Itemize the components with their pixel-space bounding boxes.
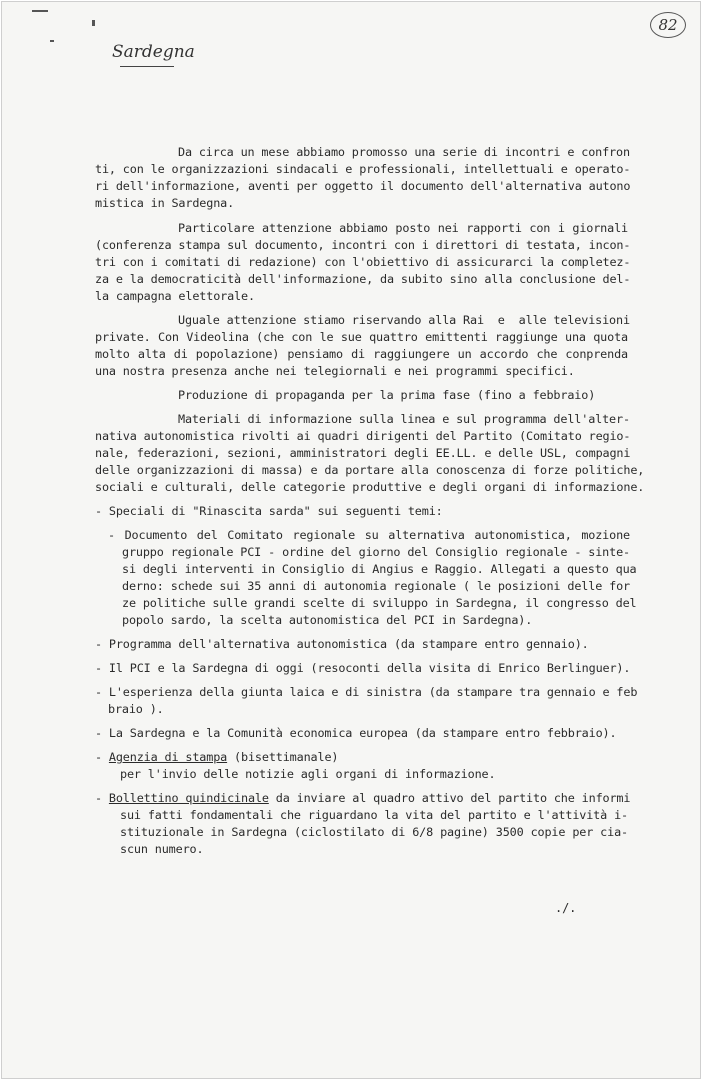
agenzia-detail: (bisettimanale)	[227, 750, 339, 764]
paragraph-line: nativa autonomistica rivolti ai quadri dirigenti del Partito (Comitato regio-	[95, 429, 631, 443]
list-item: - Il PCI e la Sardegna di oggi (resoconti della visita di Enrico Berlinguer).	[95, 661, 631, 675]
list-item	[95, 790, 631, 807]
list-item-line: scun numero.	[120, 842, 204, 856]
sublist-line: ze politiche sulle grandi scelte di sviluppo in Sardegna, il congresso del	[122, 596, 637, 610]
list-item-line: stituzionale in Sardegna (ciclostilato di 6/8 pagine) 3500 copie per cia-	[120, 825, 628, 839]
section-heading: Produzione di propaganda per la prima fase (fino a febbraio)	[178, 388, 596, 402]
list-item: - La Sardegna e la Comunità economica europea (da stampare entro febbraio).	[95, 726, 617, 740]
document-page	[1, 1, 701, 1079]
scan-speck	[32, 10, 48, 12]
paragraph-line: Da circa un mese abbiamo promosso una serie di incontri e confron	[178, 145, 630, 159]
paragraph-line: za e la democraticità dell'informazione, da subito sino alla conclusione del-	[95, 272, 631, 286]
paragraph-line: Particolare attenzione abbiamo posto nei rapporti con i giornali	[178, 221, 628, 235]
handwritten-title: Sardegna	[112, 42, 195, 62]
list-item: - Programma dell'alternativa autonomistica (da stampare entro gennaio).	[95, 637, 589, 651]
scan-speck	[50, 40, 54, 42]
paragraph-line: nale, federazioni, sezioni, amministratori degli EE.LL. e delle USL, compagni	[95, 446, 631, 460]
paragraph-line: Materiali di informazione sulla linea e sul programma dell'alter-	[178, 412, 630, 426]
paragraph-line: molto alta di popolazione) pensiamo di raggiungere un accordo che conprenda	[95, 347, 628, 361]
bollettino-detail: da inviare al quadro attivo del partito che informi	[268, 791, 631, 805]
paragraph-line: ti, con le organizzazioni sindacali e professionali, intellettuali e operato-	[95, 162, 631, 176]
paragraph-line: ri dell'informazione, aventi per oggetto il documento dell'alternativa autono	[95, 179, 631, 193]
paragraph-line: mistica in Sardegna.	[95, 196, 235, 210]
page-number: 82	[650, 12, 686, 38]
list-item-line: per l'invio delle notizie agli organi di informazione.	[120, 767, 496, 781]
sublist-line: popolo sardo, la scelta autonomistica del PCI in Sardegna).	[122, 613, 533, 627]
list-dash: -	[95, 750, 109, 764]
scan-speck	[92, 20, 95, 26]
list-item: - L'esperienza della giunta laica e di sinistra (da stampare tra gennaio e feb	[95, 685, 638, 699]
agenzia-title: Agenzia di stampa	[108, 750, 228, 764]
paragraph-line: delle organizzazioni di massa) e da portare alla conoscenza di forze politiche,	[95, 463, 645, 477]
paragraph-line: tri con i comitati di redazione) con l'obiettivo di assicurarci la completez-	[95, 255, 631, 269]
list-item-line: braio ).	[108, 702, 164, 716]
handwritten-title-underline	[120, 66, 174, 67]
list-item: - Speciali di "Rinascita sarda" sui seguenti temi:	[95, 504, 443, 518]
list-item-line: sui fatti fondamentali che riguardano la vita del partito e l'attività i-	[120, 808, 628, 822]
continued-mark: ./.	[555, 901, 577, 915]
sublist-line: si degli interventi in Consiglio di Angius e Raggio. Allegati a questo qua	[122, 562, 637, 576]
list-dash: -	[95, 791, 109, 805]
paragraph-line: (conferenza stampa sul documento, incontri con i direttori di testata, incon-	[95, 238, 631, 252]
paragraph-line: una nostra presenza anche nei telegiornali e nei programmi specifici.	[95, 364, 575, 378]
list-item	[95, 749, 615, 766]
sublist-line: derno: schede sui 35 anni di autonomia regionale ( le posizioni delle for	[122, 579, 630, 593]
sublist-item: - Documento del Comitato regionale su alternativa autonomistica, mozione	[108, 528, 630, 542]
paragraph-line: private. Con Videolina (che con le sue quattro emittenti raggiunge una quota	[95, 330, 628, 344]
bollettino-title: Bollettino quindicinale	[108, 791, 269, 805]
sublist-line: gruppo regionale PCI - ordine del giorno del Consiglio regionale - sinte-	[122, 545, 630, 559]
paragraph-line: la campagna elettorale.	[95, 289, 255, 303]
paragraph-line: Uguale attenzione stiamo riservando alla Rai e alle televisioni	[178, 313, 630, 327]
paragraph-line: sociali e culturali, delle categorie produttive e degli organi di informazione.	[95, 480, 645, 494]
